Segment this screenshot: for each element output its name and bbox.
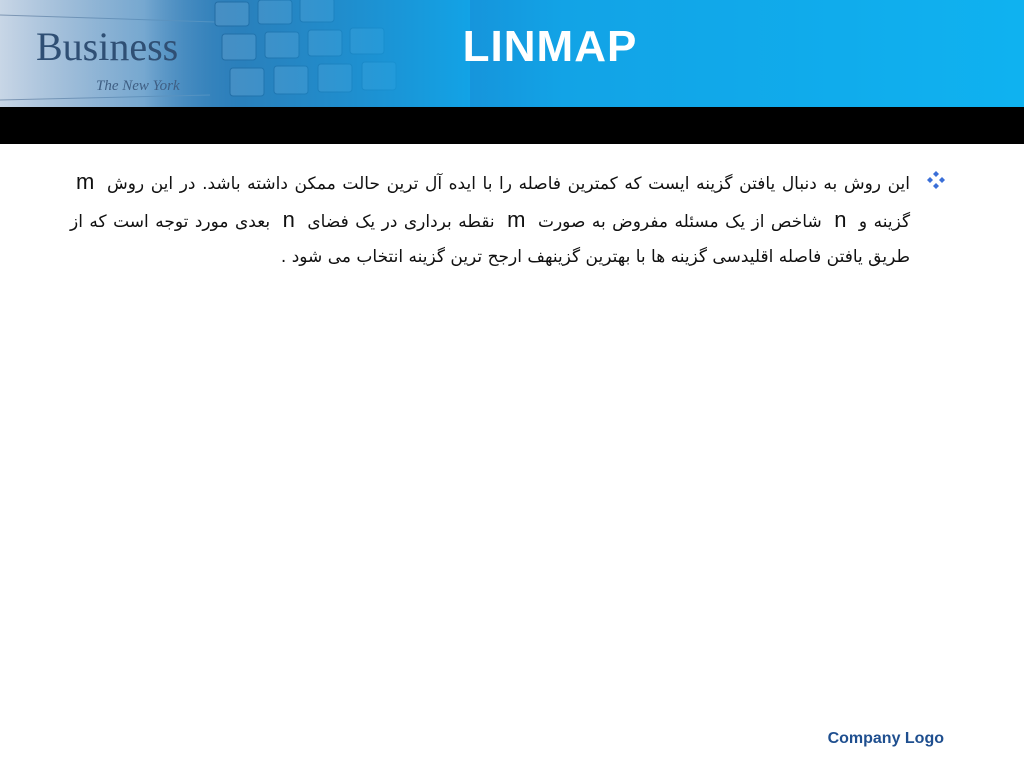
photo-headline-text: Business xyxy=(36,24,179,69)
company-logo: Company Logo xyxy=(827,730,944,747)
header-banner xyxy=(0,0,1024,107)
paragraph-line-1: این روش به دنبال یافتن گزینه ایست که کمترین فاصله را با ایده آل ترین حالت ممکن داشته باشد. در این xyxy=(150,174,911,194)
var-m-2: m xyxy=(507,207,526,232)
bullet-item xyxy=(70,164,940,275)
paragraph-line-2-a: روش xyxy=(106,174,145,194)
paragraph-line-2-c: شاخص از یک مسئله مفروض به صورت xyxy=(537,212,822,232)
var-n-1: n xyxy=(834,207,847,232)
header-divider-band xyxy=(0,107,1024,144)
bullet-paragraph xyxy=(70,164,910,275)
diamond-bullet-icon xyxy=(926,170,946,190)
slide-title: LINMAP xyxy=(462,22,638,71)
paragraph-line-2-d: نقطه برداری در یک فضای xyxy=(307,212,495,232)
slide-content xyxy=(70,164,940,275)
paragraph-line-3: مورد توجه است که از طریق یافتن فاصله اقلیدسی گزینه ها با بهترین گزینهف ارجح ترین گزینه انتخاب می xyxy=(70,212,910,267)
var-m-1: m xyxy=(76,169,95,194)
var-n-2: n xyxy=(282,207,295,232)
paragraph-line-4: شود . xyxy=(280,247,323,267)
photo-subtext: The New York xyxy=(96,78,180,94)
paragraph-line-2-b: گزینه و xyxy=(858,212,911,232)
paragraph-line-2-e: بعدی xyxy=(234,212,271,232)
